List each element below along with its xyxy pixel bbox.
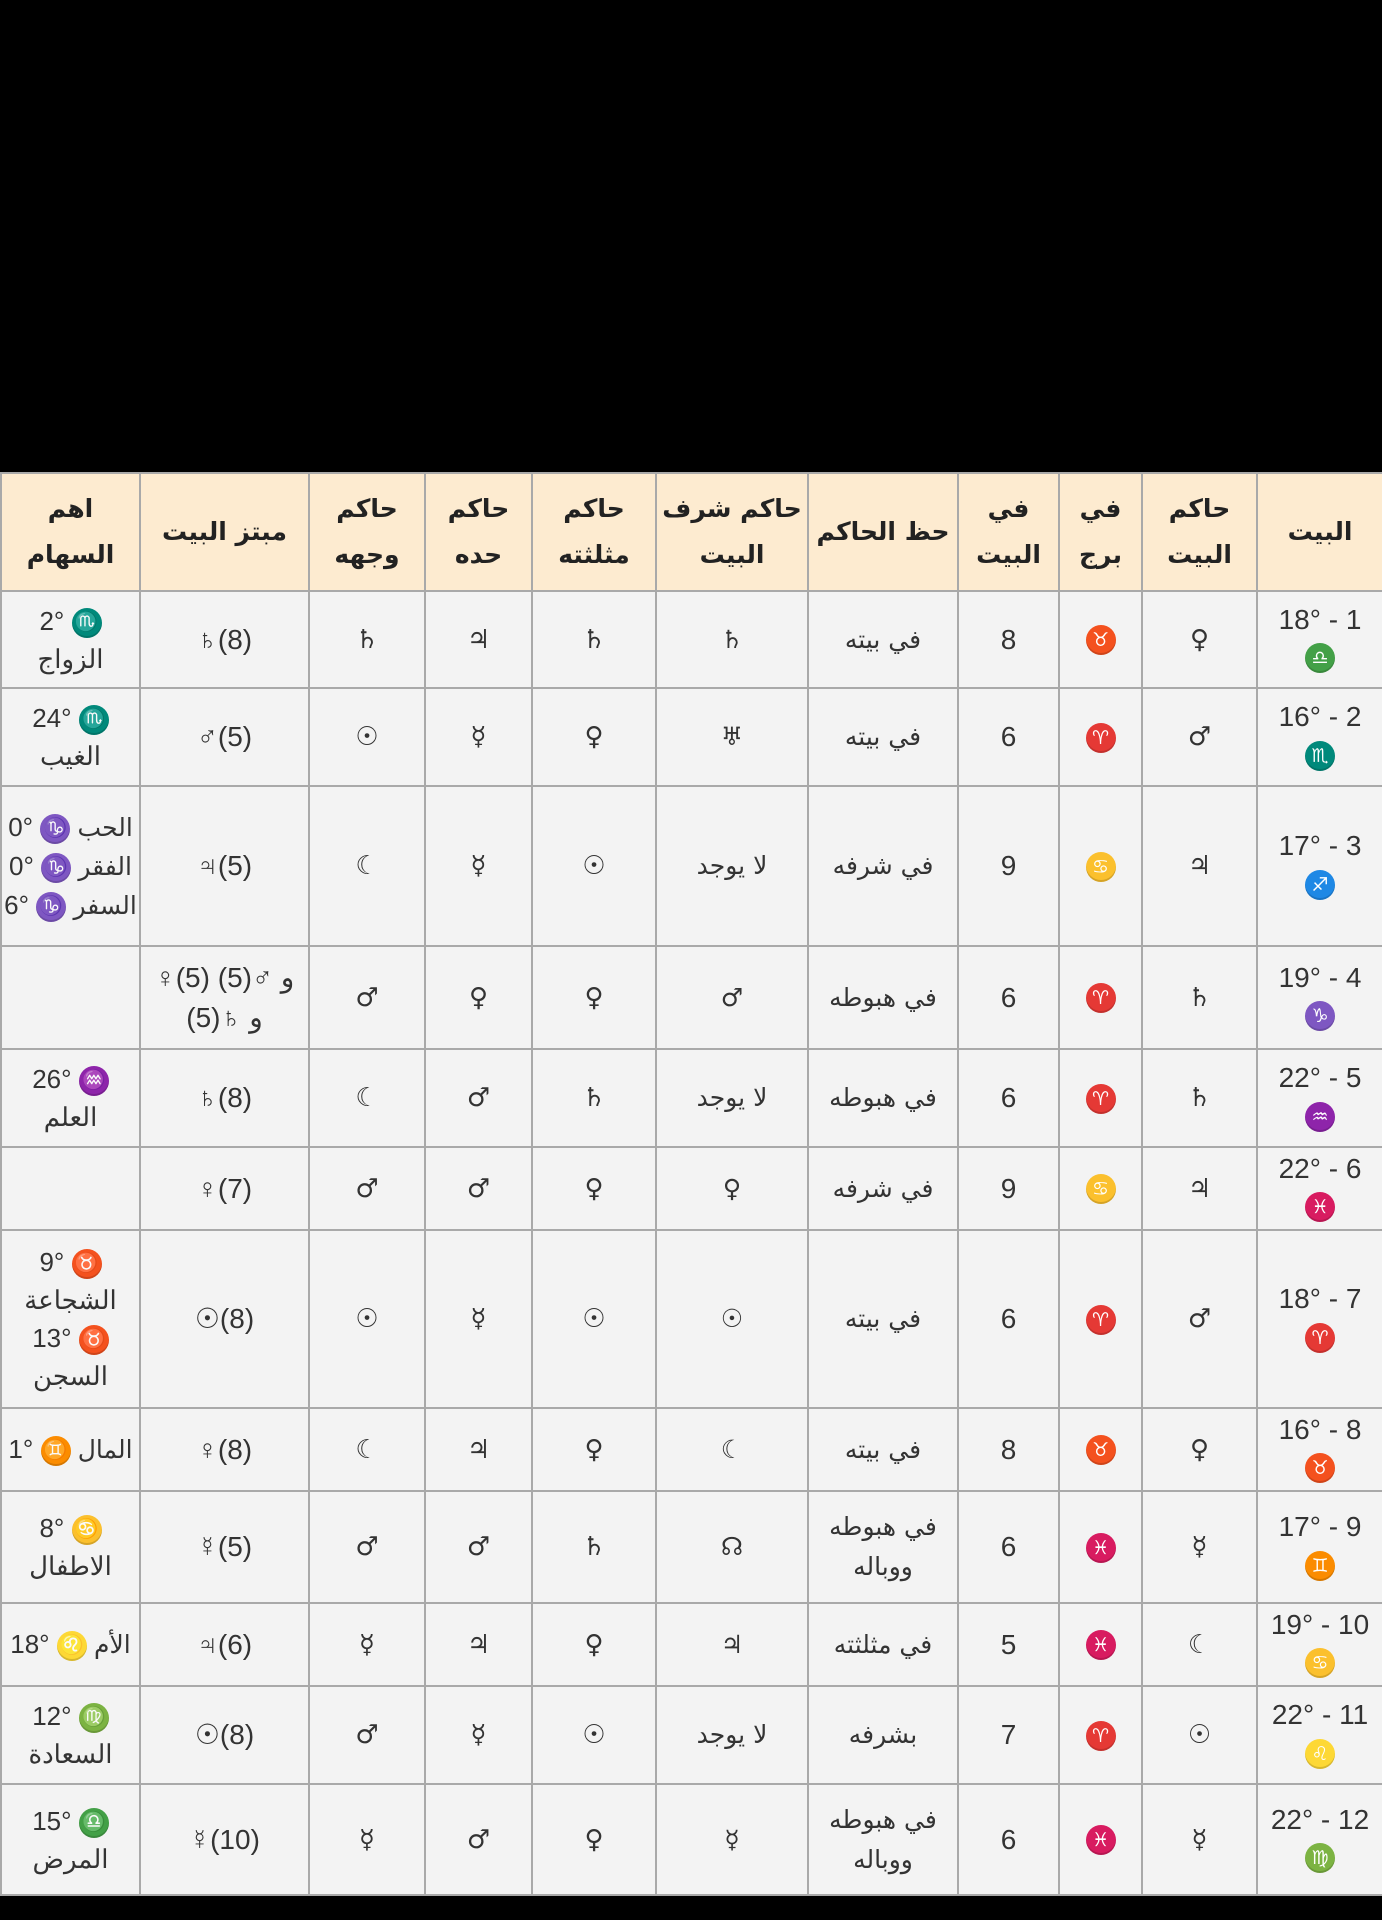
house-cell [1257,786,1382,946]
lot-name: الزواج [37,643,104,674]
house-ruler-planet-icon: ♄ [1142,1049,1257,1147]
house-cell [1257,1603,1382,1686]
lot-entry [4,1430,137,1469]
house-ruler-planet-icon: ♃ [1142,1147,1257,1230]
term-ruler-planet-icon: ♂ [425,1491,532,1603]
lot-name: الاطفال [29,1551,112,1581]
lots-cell [1,1784,140,1895]
lot-name: الغيب [39,741,102,771]
zodiac-sign-icon: ♎ [1305,643,1335,673]
zodiac-sign-icon: ♑ [36,892,66,922]
almuten: ♀(5) و ♂(5) و ♄(5) [140,946,309,1049]
house-ruler-planet-icon: ♀ [1142,591,1257,688]
lot-name: المرض [32,1843,109,1874]
in-house-number: 6 [958,1230,1059,1408]
face-ruler-planet-icon: ☿ [309,1784,425,1895]
exaltation-ruler: ☉ [656,1230,808,1408]
lots-cell [1,946,140,1049]
house-ruler-planet-icon: ☿ [1142,1491,1257,1603]
lot-degree: 12° [32,1701,72,1731]
ruler-dignity: في شرفه [808,1147,958,1230]
house-cusp: 22° - 11 [1271,1699,1369,1730]
lots-cell [1,688,140,786]
zodiac-sign-icon: ♈ [1086,1084,1116,1114]
face-ruler-planet-icon: ☾ [309,1408,425,1491]
zodiac-sign-icon: ♌ [1305,1739,1335,1769]
header-almuten: مبتز البيت [140,473,309,591]
almuten: ♀(8) [140,1408,309,1491]
lots-cell [1,591,140,688]
house-ruler-planet-icon: ♃ [1142,786,1257,946]
zodiac-sign-icon: ♑ [41,853,71,883]
in-house-number: 7 [958,1686,1059,1784]
table-row [1,1603,1382,1686]
face-ruler-planet-icon: ♂ [309,1491,425,1603]
lots-cell [1,1230,140,1408]
house-cell [1257,1408,1382,1491]
zodiac-sign-icon: ♊ [41,1436,71,1466]
lot-name: الحب [77,813,133,842]
lot-name: العلم [43,1102,98,1132]
in-house-number: 5 [958,1603,1059,1686]
triplicity-ruler-planet-icon: ♄ [532,1049,656,1147]
lots-cell [1,786,140,946]
lot-name: الشجاعة [24,1285,117,1315]
table-row [1,1784,1382,1895]
house-cell [1257,1049,1382,1147]
house-cell [1257,946,1382,1049]
zodiac-sign-icon: ♉ [1086,625,1116,655]
lot-entry [4,1243,137,1281]
zodiac-sign-icon: ♈ [1086,1305,1116,1335]
zodiac-sign-icon: ♈ [1086,1721,1116,1751]
face-ruler-planet-icon: ♂ [309,1147,425,1230]
lots-cell [1,1147,140,1230]
almuten: ♂(5) [140,688,309,786]
zodiac-sign-icon: ♓ [1086,1630,1116,1660]
house-cusp: 22° - 5 [1278,1062,1362,1093]
term-ruler-planet-icon: ☿ [425,786,532,946]
lots-cell [1,1491,140,1603]
table-row [1,946,1382,1049]
lot-entry [4,886,137,925]
house-cell [1257,688,1382,786]
exaltation-ruler: ♅ [656,688,808,786]
lots-cell [1,1603,140,1686]
table-row [1,1408,1382,1491]
face-ruler-planet-icon: ☿ [309,1603,425,1686]
term-ruler-planet-icon: ♃ [425,1408,532,1491]
ruler-dignity: في بيته [808,688,958,786]
triplicity-ruler-planet-icon: ♀ [532,1784,656,1895]
exaltation-ruler: لا يوجد [656,1049,808,1147]
house-cell [1257,591,1382,688]
in-sign-cell [1059,1147,1142,1230]
zodiac-sign-icon: ♓ [1086,1533,1116,1563]
zodiac-sign-icon: ♍ [79,1703,109,1733]
header-in-sign: في برج [1059,473,1142,591]
in-house-number: 6 [958,688,1059,786]
zodiac-sign-icon: ♉ [1305,1453,1335,1483]
exaltation-ruler: ☾ [656,1408,808,1491]
triplicity-ruler-planet-icon: ♀ [532,1603,656,1686]
exaltation-ruler: ☊ [656,1491,808,1603]
term-ruler-planet-icon: ☿ [425,1230,532,1408]
zodiac-sign-icon: ♏ [1305,741,1335,771]
zodiac-sign-icon: ♋ [1086,852,1116,882]
zodiac-sign-icon: ♋ [1086,1174,1116,1204]
ruler-dignity: في بيته [808,1408,958,1491]
lots-cell [1,1049,140,1147]
table-row [1,688,1382,786]
lot-degree: 8° [39,1513,65,1543]
zodiac-sign-icon: ♑ [40,814,70,844]
almuten: ♄(8) [140,591,309,688]
table-row [1,1147,1382,1230]
lot-entry [4,602,137,640]
house-cusp: 17° - 3 [1278,830,1362,861]
almuten: ☉(8) [140,1230,309,1408]
lot-degree: 13° [32,1323,72,1353]
triplicity-ruler-planet-icon: ♀ [532,1147,656,1230]
house-ruler-planet-icon: ♄ [1142,946,1257,1049]
lot-degree: 9° [39,1247,65,1277]
in-sign-cell [1059,1049,1142,1147]
almuten: ☉(8) [140,1686,309,1784]
zodiac-sign-icon: ♏ [79,705,109,735]
zodiac-sign-icon: ♏ [72,608,102,638]
header-house-ruler: حاكم البيت [1142,473,1257,591]
houses-table [0,472,1382,1896]
lot-name: الفقر [78,852,132,881]
header-lots: اهم السهام [1,473,140,591]
zodiac-sign-icon: ♉ [1086,1435,1116,1465]
lot-name: السفر [73,891,137,920]
exaltation-ruler: لا يوجد [656,786,808,946]
in-sign-cell [1059,1408,1142,1491]
header-exaltation-ruler: حاكم شرف البيت [656,473,808,591]
in-sign-cell [1059,786,1142,946]
lot-entry [4,1319,137,1357]
house-cusp: 16° - 8 [1278,1413,1362,1445]
triplicity-ruler-planet-icon: ☉ [532,1686,656,1784]
zodiac-sign-icon: ♊ [1305,1551,1335,1581]
in-house-number: 8 [958,591,1059,688]
ruler-dignity: في بيته [808,591,958,688]
house-ruler-planet-icon: ☉ [1142,1686,1257,1784]
lot-degree: 1° [8,1434,34,1464]
zodiac-sign-icon: ♒ [79,1066,109,1096]
in-sign-cell [1059,688,1142,786]
table-row [1,1491,1382,1603]
zodiac-sign-icon: ♈ [1086,723,1116,753]
header-face-ruler: حاكم وجهه [309,473,425,591]
ruler-dignity: بشرفه [808,1686,958,1784]
house-cusp: 19° - 4 [1278,961,1362,993]
lots-cell [1,1408,140,1491]
lot-entry [4,808,137,847]
in-sign-cell [1059,1686,1142,1784]
zodiac-sign-icon: ♈ [1305,1323,1335,1353]
ruler-dignity: في بيته [808,1230,958,1408]
ruler-dignity: في شرفه [808,786,958,946]
house-ruler-planet-icon: ♂ [1142,688,1257,786]
exaltation-ruler: ♀ [656,1147,808,1230]
table-row [1,1686,1382,1784]
house-cell [1257,1784,1382,1895]
house-cell [1257,1491,1382,1603]
term-ruler-planet-icon: ♂ [425,1147,532,1230]
term-ruler-planet-icon: ♂ [425,1784,532,1895]
header-term-ruler: حاكم حده [425,473,532,591]
lot-degree: 6° [4,889,30,920]
table-header-row [1,473,1382,591]
header-in-house: في البيت [958,473,1059,591]
zodiac-sign-icon: ♐ [1305,870,1335,900]
house-cusp: 22° - 6 [1278,1152,1362,1184]
exaltation-ruler: ♄ [656,591,808,688]
lot-name: الأم [94,1631,131,1659]
house-cusp: 17° - 9 [1278,1511,1362,1542]
zodiac-sign-icon: ♑ [1305,1001,1335,1031]
house-cusp: 22° - 12 [1270,1803,1370,1835]
almuten: ☿(10) [140,1784,309,1895]
zodiac-sign-icon: ♌ [57,1631,87,1661]
zodiac-sign-icon: ♎ [79,1808,109,1838]
lot-degree: 0° [9,850,34,881]
exaltation-ruler: ♃ [656,1603,808,1686]
face-ruler-planet-icon: ☾ [309,1049,425,1147]
zodiac-sign-icon: ♋ [1305,1648,1335,1678]
in-sign-cell [1059,1230,1142,1408]
lot-entry [4,1060,137,1098]
term-ruler-planet-icon: ☿ [425,1686,532,1784]
lot-degree: 2° [39,605,65,636]
exaltation-ruler: ☿ [656,1784,808,1895]
house-cusp: 18° - 1 [1278,603,1362,635]
triplicity-ruler-planet-icon: ♀ [532,946,656,1049]
house-cusp: 18° - 7 [1278,1283,1362,1314]
lot-entry [4,1625,137,1664]
ruler-dignity: في هبوطه [808,1049,958,1147]
lot-degree: 18° [10,1629,50,1659]
term-ruler-planet-icon: ♃ [425,1603,532,1686]
in-house-number: 6 [958,1491,1059,1603]
term-ruler-planet-icon: ☿ [425,688,532,786]
in-house-number: 9 [958,786,1059,946]
triplicity-ruler-planet-icon: ♀ [532,688,656,786]
table-row [1,1230,1382,1408]
zodiac-sign-icon: ♋ [72,1515,102,1545]
almuten: ☿(5) [140,1491,309,1603]
term-ruler-planet-icon: ♀ [425,946,532,1049]
zodiac-sign-icon: ♒ [1305,1102,1335,1132]
in-house-number: 9 [958,1147,1059,1230]
ruler-dignity: في هبوطه ووباله [808,1784,958,1895]
in-sign-cell [1059,946,1142,1049]
exaltation-ruler: ♂ [656,946,808,1049]
lot-entry [4,699,137,737]
lot-entry [4,1509,137,1547]
term-ruler-planet-icon: ♂ [425,1049,532,1147]
ruler-dignity: في مثلثته [808,1603,958,1686]
lots-cell [1,1686,140,1784]
in-house-number: 8 [958,1408,1059,1491]
triplicity-ruler-planet-icon: ♀ [532,1408,656,1491]
lot-degree: 15° [32,1805,72,1836]
lot-name: السعادة [28,1739,113,1769]
house-cell [1257,1230,1382,1408]
house-cusp: 19° - 10 [1270,1608,1370,1640]
lot-entry [4,1697,137,1735]
in-house-number: 6 [958,1784,1059,1895]
exaltation-ruler: لا يوجد [656,1686,808,1784]
in-sign-cell [1059,1491,1142,1603]
lot-entry [4,1802,137,1840]
house-cusp: 16° - 2 [1278,701,1362,732]
lot-degree: 24° [32,703,72,733]
header-house: البيت [1257,473,1382,591]
face-ruler-planet-icon: ☉ [309,688,425,786]
zodiac-sign-icon: ♓ [1305,1192,1335,1222]
almuten: ♃(5) [140,786,309,946]
in-house-number: 6 [958,946,1059,1049]
lot-degree: 0° [8,811,34,842]
in-sign-cell [1059,1784,1142,1895]
almuten: ♃(6) [140,1603,309,1686]
face-ruler-planet-icon: ☾ [309,786,425,946]
house-cell [1257,1686,1382,1784]
header-triplicity-ruler: حاكم مثلثته [532,473,656,591]
ruler-dignity: في هبوطه [808,946,958,1049]
zodiac-sign-icon: ♈ [1086,983,1116,1013]
header-ruler-dignity: حظ الحاكم [808,473,958,591]
lot-degree: 26° [32,1064,72,1094]
almuten: ♄(8) [140,1049,309,1147]
zodiac-sign-icon: ♓ [1086,1825,1116,1855]
face-ruler-planet-icon: ♄ [309,591,425,688]
lot-name: السجن [33,1361,108,1391]
triplicity-ruler-planet-icon: ☉ [532,1230,656,1408]
triplicity-ruler-planet-icon: ♄ [532,1491,656,1603]
table-row [1,786,1382,946]
table-row [1,1049,1382,1147]
term-ruler-planet-icon: ♃ [425,591,532,688]
zodiac-sign-icon: ♉ [79,1325,109,1355]
face-ruler-planet-icon: ♂ [309,1686,425,1784]
triplicity-ruler-planet-icon: ☉ [532,786,656,946]
house-cell [1257,1147,1382,1230]
lot-entry [4,847,137,886]
house-ruler-planet-icon: ♂ [1142,1230,1257,1408]
in-sign-cell [1059,591,1142,688]
houses-table-container [0,472,1382,1896]
in-house-number: 6 [958,1049,1059,1147]
triplicity-ruler-planet-icon: ♄ [532,591,656,688]
almuten: ♀(7) [140,1147,309,1230]
zodiac-sign-icon: ♍ [1305,1843,1335,1873]
house-ruler-planet-icon: ☿ [1142,1784,1257,1895]
table-row [1,591,1382,688]
face-ruler-planet-icon: ♂ [309,946,425,1049]
lot-name: المال [77,1436,133,1464]
ruler-dignity: في هبوطه ووباله [808,1491,958,1603]
zodiac-sign-icon: ♉ [72,1249,102,1279]
house-ruler-planet-icon: ♀ [1142,1408,1257,1491]
in-sign-cell [1059,1603,1142,1686]
house-ruler-planet-icon: ☾ [1142,1603,1257,1686]
face-ruler-planet-icon: ☉ [309,1230,425,1408]
